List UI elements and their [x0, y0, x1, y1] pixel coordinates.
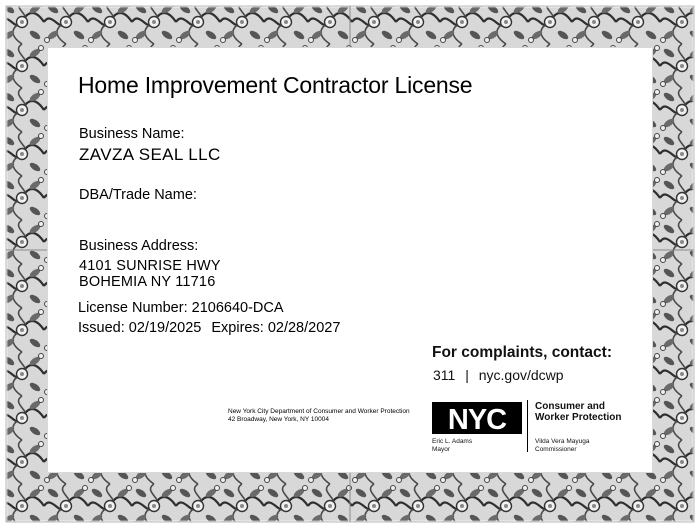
complaints-heading: For complaints, contact:: [432, 344, 612, 361]
business-address-label: Business Address:: [79, 238, 199, 254]
commissioner-title: Commissioner: [535, 446, 577, 453]
expires-label: Expires:: [211, 320, 264, 336]
agency-name-line1: Consumer and: [535, 401, 606, 412]
nyc-logo-text: NYC: [447, 404, 507, 434]
business-name-value: ZAVZA SEAL LLC: [79, 145, 221, 164]
agency-name-line2: Worker Protection: [535, 412, 622, 423]
mayor-title: Mayor: [432, 446, 451, 453]
mayor-signature-block: [432, 438, 472, 454]
mayor-name: Eric L. Adams: [432, 438, 473, 445]
license-number-value: 2106640-DCA: [191, 300, 284, 316]
complaints-phone: 311: [433, 367, 456, 383]
commissioner-name: Vilda Vera Mayuga: [535, 438, 590, 445]
commissioner-signature-block: [535, 438, 589, 454]
dates-row: [78, 320, 340, 336]
certificate-title: Home Improvement Contractor License: [78, 72, 473, 98]
license-number-row: [78, 300, 284, 316]
license-number-label: License Number:: [78, 300, 188, 316]
expires-date: 02/28/2027: [267, 320, 341, 336]
department-block: [228, 408, 410, 424]
business-address-line2: BOHEMIA NY 11716: [79, 274, 216, 290]
complaints-separator: |: [465, 367, 469, 383]
complaints-contact: [433, 367, 564, 383]
logo-divider: [527, 400, 528, 452]
issued-date: 02/19/2025: [128, 320, 202, 336]
dba-label: DBA/Trade Name:: [79, 187, 197, 203]
nyc-logo: [432, 402, 522, 434]
issued-label: Issued:: [78, 320, 125, 336]
business-address-line1: 4101 SUNRISE HWY: [79, 258, 221, 274]
agency-name: [535, 401, 622, 423]
business-name-label: Business Name:: [79, 126, 185, 142]
department-address: 42 Broadway, New York, NY 10004: [228, 416, 329, 423]
department-name: New York City Department of Consumer and Worker Protection: [228, 408, 410, 415]
complaints-url[interactable]: nyc.gov/dcwp: [478, 367, 564, 383]
